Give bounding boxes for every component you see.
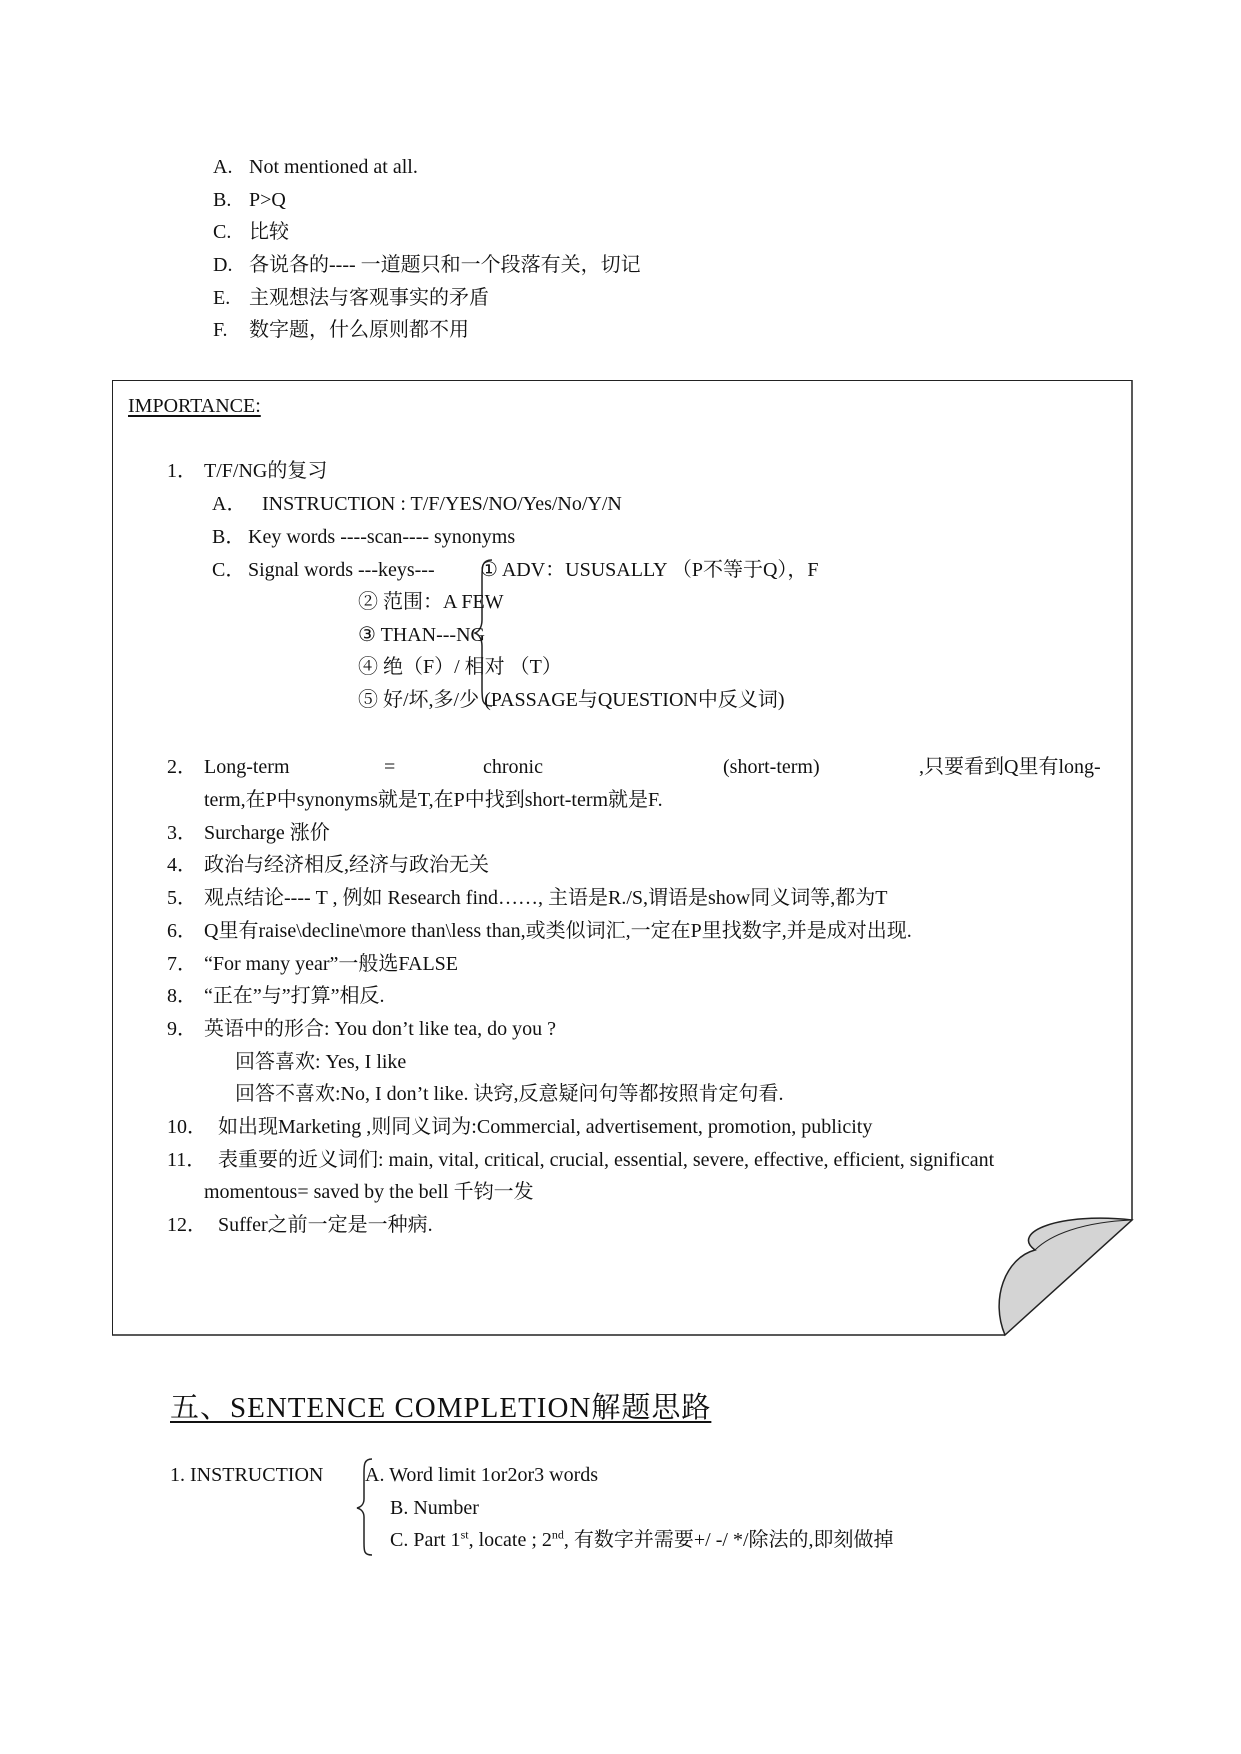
sub-item <box>212 559 435 581</box>
sub-text: Key words ----scan---- synonyms <box>248 526 516 548</box>
item-text: ,只要看到Q里有long- <box>919 756 1101 778</box>
item-number: 5． <box>167 887 197 909</box>
item-label: D. <box>213 254 233 276</box>
item-text: “正在”与”打算”相反. <box>204 985 385 1007</box>
item-text: 政治与经济相反,经济与政治无关 <box>204 854 489 876</box>
item-number: 8． <box>167 985 197 1007</box>
instruction-line: B. Number <box>390 1497 479 1519</box>
item-text: Not mentioned at all. <box>249 156 418 178</box>
item-number: 10． <box>167 1116 207 1138</box>
list-item <box>167 854 489 876</box>
item-number: 4． <box>167 854 197 876</box>
item-text: Long-term <box>204 756 290 778</box>
item-number: 7． <box>167 953 197 975</box>
ordinal-suffix: nd <box>551 1527 564 1542</box>
sub-text: INSTRUCTION : T/F/YES/NO/Yes/No/Y/N <box>262 493 622 515</box>
sub-label: C． <box>212 559 246 581</box>
heading-text: IMPORTANCE: <box>128 395 261 417</box>
sub-label: A． <box>212 493 247 515</box>
item-text: 数字题，什么原则都不用 <box>249 319 469 341</box>
signal-item: ① ADV：USUSALLY （P不等于Q），F <box>480 559 819 581</box>
section-title: 五、SENTENCE COMPLETION解题思路 <box>170 1392 712 1424</box>
item-text: 如出现Marketing ,则同义词为:Commercial, advertisement, promotion, publicity <box>218 1116 873 1138</box>
list-item <box>167 953 459 975</box>
item-text: term,在P中synonyms就是T,在P中找到short-term就是F. <box>204 789 663 811</box>
signal-item: ② 范围：A FEW <box>358 591 504 613</box>
item-number: 1． <box>167 460 197 482</box>
list-item <box>167 822 330 844</box>
list-item <box>167 460 328 482</box>
item-text: 各说各的---- 一道题只和一个段落有关，切记 <box>249 254 641 276</box>
item-text: 表重要的近义词们: main, vital, critical, crucial, essential, severe, effective, efficient, significant <box>218 1149 995 1171</box>
instruction-line: A. Word limit 1or2or3 words <box>365 1464 599 1486</box>
list-item <box>167 1149 995 1171</box>
sub-label: B． <box>212 526 246 548</box>
item-text: 回答不喜欢:No, I don’t like. 诀窍,反意疑问句等都按照肯定句看. <box>235 1083 784 1105</box>
item-label: A. <box>213 156 233 178</box>
list-item <box>167 985 385 1007</box>
item-text: chronic <box>483 756 543 778</box>
item-number: 9． <box>167 1018 197 1040</box>
item-text: momentous= saved by the bell 千钧一发 <box>204 1181 534 1203</box>
item-text: “For many year”一般选FALSE <box>204 953 459 975</box>
list-item <box>167 1018 557 1040</box>
item-text: P>Q <box>249 189 286 211</box>
item-text: Suffer之前一定是一种病. <box>218 1214 433 1236</box>
item-text: (short-term) <box>723 756 820 778</box>
item-number: 2． <box>167 756 197 778</box>
signal-item: ③ THAN---NG <box>358 624 485 646</box>
list-item <box>167 887 888 909</box>
item-text: 回答喜欢: Yes, I like <box>235 1051 407 1073</box>
instruction-line <box>390 1527 894 1551</box>
item-text: = <box>384 756 396 778</box>
item-number: 11． <box>167 1149 207 1171</box>
item-text: T/F/NG的复习 <box>204 460 328 482</box>
item-number: 3． <box>167 822 197 844</box>
item-text: 主观想法与客观事实的矛盾 <box>249 287 489 309</box>
item-label: F. <box>213 319 228 341</box>
item-text: 观点结论---- T , 例如 Research find……, 主语是R./S,谓语是show同义词等,都为T <box>204 887 888 909</box>
list-item <box>167 1214 433 1236</box>
item-text: Surcharge 涨价 <box>204 822 330 844</box>
item-number: 12． <box>167 1214 207 1236</box>
line-text: , 有数字并需要+/ -/ */除法的,即刻做掉 <box>563 1529 894 1551</box>
item-label: C. <box>213 221 232 243</box>
sub-item <box>212 493 622 515</box>
instruction-label: 1. INSTRUCTION <box>170 1464 324 1486</box>
signal-item: ⑤ 好/坏,多/少 (PASSAGE与QUESTION中反义词) <box>358 689 785 711</box>
sub-item <box>212 526 516 548</box>
sub-text: Signal words ---keys--- <box>248 559 435 581</box>
item-text: 英语中的形合: You don’t like tea, do you ? <box>204 1018 557 1040</box>
importance-heading <box>128 396 261 416</box>
list-item <box>167 920 912 942</box>
line-text: , locate ; 2 <box>468 1529 552 1551</box>
signal-item: ④ 绝（F）/ 相对 （T） <box>358 656 562 678</box>
item-text: Q里有raise\decline\more than\less than,或类似词汇,一定在P里找数字,并是成对出现. <box>204 920 912 942</box>
list-item <box>167 1116 873 1138</box>
item-number: 6． <box>167 920 197 942</box>
item-label: B. <box>213 189 232 211</box>
ordinal-suffix: st <box>460 1527 469 1542</box>
item-text: 比较 <box>249 221 289 243</box>
item-label: E. <box>213 287 231 309</box>
line-text: C. Part 1 <box>390 1529 461 1551</box>
